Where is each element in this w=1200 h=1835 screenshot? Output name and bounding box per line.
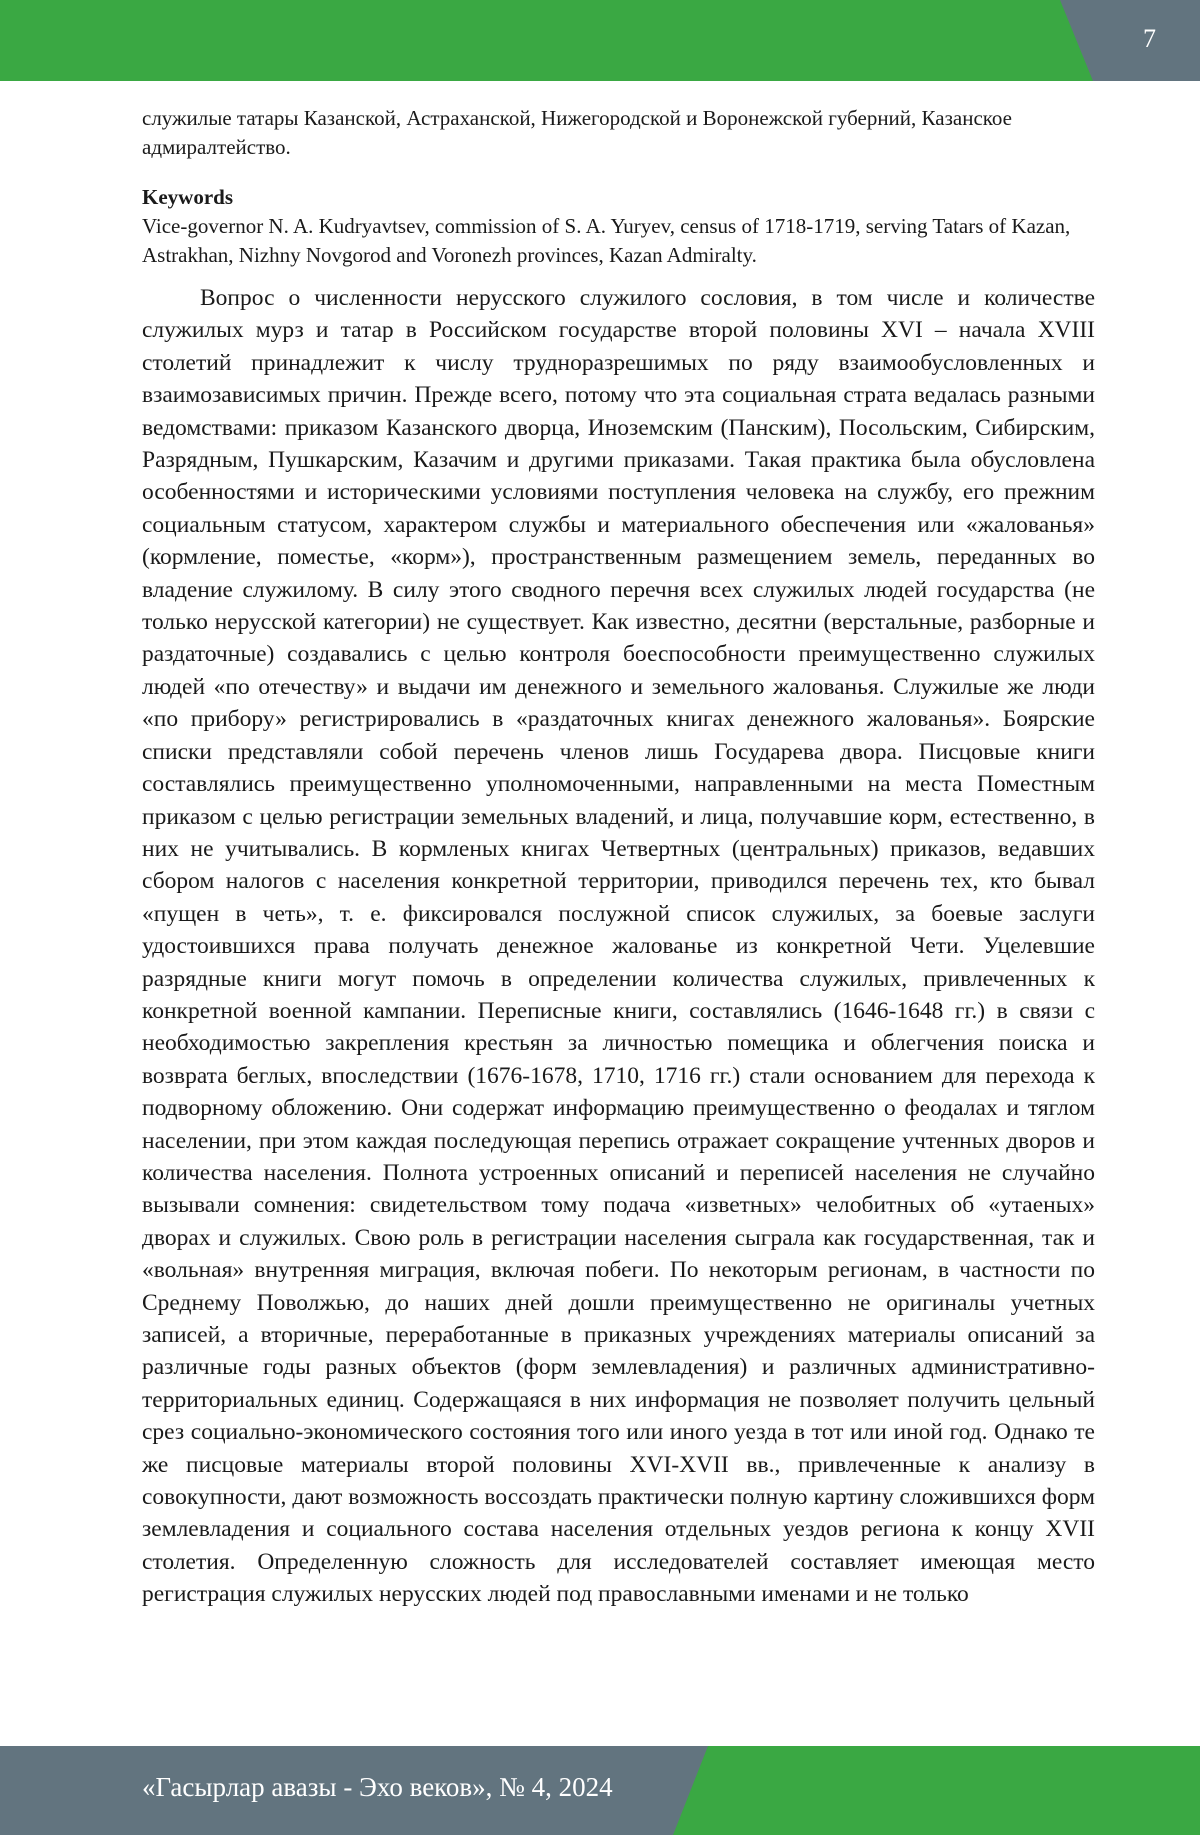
article-body xyxy=(142,104,1095,1611)
page-header xyxy=(0,0,1200,81)
journal-title: «Гасырлар авазы - Эхо веков», № 4, 2024 xyxy=(142,1772,613,1802)
abstract-tail: служилые татары Казанской, Астраханской, Нижегородской и Воронежской губерний, Казанское адмиралтейство. xyxy=(142,106,1012,159)
keywords-text: Vice-governor N. A. Kudryavtsev, commission of S. A. Yuryev, census of 1718-1719, serving Tatars of Kazan, Astrakhan, Nizhny Novgorod and Voronezh provinces, Kazan Admiralty. xyxy=(142,214,1071,267)
header-band xyxy=(0,0,1200,81)
body-paragraph: Вопрос о численности нерусского служилого сословия, в том числе и количестве служилых мурз и татар в Российском государстве второй половины XVI – начала XVIII столетий принадлежит к числу трудноразрешимых по ряду взаимообусловленных и взаимозависимых причин. Прежде всего, потому что эта социальная страта ведалась разными ведомствами: приказом Казанского дворца, Иноземским (Панским), Посольским, Сибирским, Разрядным, Пушкарским, Казачим и другими приказами. Такая практика была обусловлена особенностями и историческими условиями поступления человека на службу, его прежним социальным статусом, характером службы и материального обеспечения или «жалованья» (кормление, поместье, «корм»), пространственным размещением земель, переданных во владение служилому. В силу этого сводного перечня всех служилых людей государства (не только нерусской категории) не существует. Как известно, десятни (верстальные, разборные и раздаточные) создавались с целью контроля боеспособности преимущественно служилых людей «по отечеству» и выдачи им денежного и земельного жалованья. Служилые же люди «по прибору» регистрировались в «раздаточных книгах денежного жалованья». Боярские списки представляли собой перечень членов лишь Государева двора. Писцовые книги составлялись преимущественно уполномоченными, направленными на места Поместным приказом с целью регистрации земельных владений, и лица, получавшие корм, естественно, в них не учитывались. В кормленых книгах Четвертных (центральных) приказов, ведавших сбором налогов с населения конкретной территории, приводился перечень тех, кто бывал «пущен в четь», т. е. фиксировался послужной список служилых, за боевые заслуги удостоившихся права получать денежное жалованье из конкретной Чети. Уцелевшие разрядные книги могут помочь в определении количества служилых, привлеченных к конкретной военной кампании. Переписные книги, составлялись (1646-1648 гг.) в связи с необходимостью закрепления крестьян за личностью помещика и облегчения поиска и возврата беглых, впоследствии (1676-1678, 1710, 1716 гг.) стали основанием для перехода к подворному обложению. Они содержат информацию преимущественно о феодалах и тяглом населении, при этом каждая последующая перепись отражает сокращение учтенных дворов и количества населения. Полнота устроенных описаний и переписей населения не случайно вызывали сомнения: свидетельством тому подача «изветных» челобитных об «утаеных» дворах и служилых. Свою роль в регистрации населения сыграла как государственная, так и «вольная» внутренняя миграция, включая побеги. По некоторым регионам, в частности по Среднему Поволжью, до наших дней дошли преимущественно не оригиналы учетных записей, а вторичные, переработанные в приказных учреждениях материалы описаний за различные годы разных объектов (форм землевладения) и различных административно-территориальных единиц. Содержащаяся в них информация не позволяет получить цельный срез социально-экономического состояния того или иного уезда в тот или иной год. Однако те же писцовые материалы второй половины XVI-XVII вв., привлеченные к анализу в совокупности, дают возможность воссоздать практически полную картину сложившихся форм землевладения и социального состава населения отдельных уездов региона к концу XVII столетия. Определенную сложность для исследователей составляет имеющая место регистрация служилых нерусских людей под православными именами и не только xyxy=(142,285,1095,1608)
keywords-heading: Keywords xyxy=(142,185,233,209)
page-footer xyxy=(0,1746,1200,1835)
page-number: 7 xyxy=(1143,24,1156,53)
